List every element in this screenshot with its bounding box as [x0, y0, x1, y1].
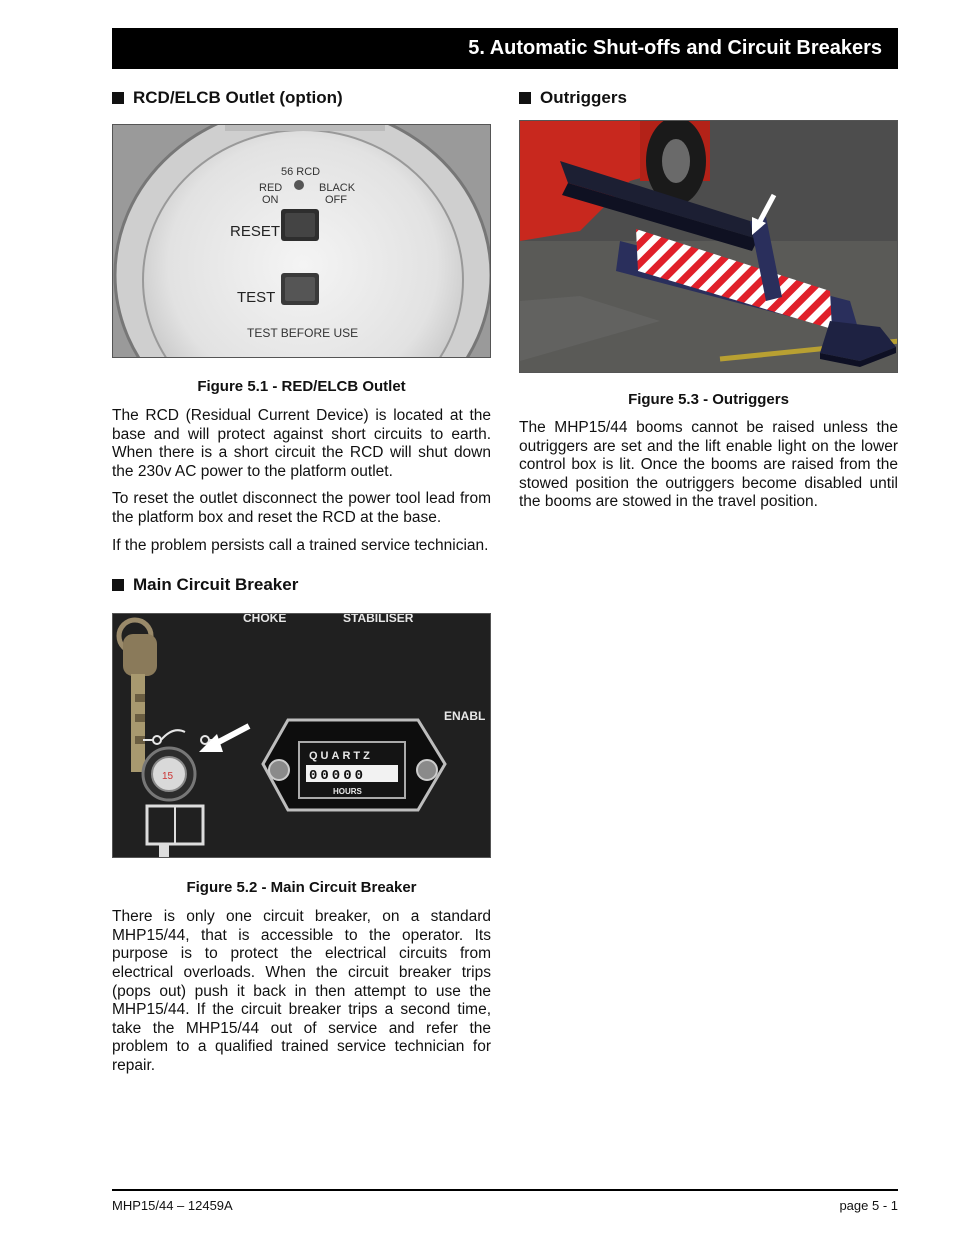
- choke-label: CHOKE: [243, 614, 287, 626]
- breaker-panel-illustration: [113, 614, 491, 858]
- rcd-paragraph-3: If the problem persists call a trained service technician.: [112, 536, 489, 554]
- right-column: [519, 86, 898, 512]
- rcd-model-label: 56 RCD: [281, 166, 321, 178]
- circuit-breaker-button: [143, 748, 195, 800]
- rcd-red-label: RED: [259, 182, 283, 194]
- rcd-outlet-illustration: [113, 125, 491, 358]
- footer-rule: [112, 1189, 898, 1191]
- page-title: 5. Automatic Shut-offs and Circuit Breakers: [468, 37, 882, 59]
- hour-meter: [263, 720, 445, 810]
- square-bullet-icon: [519, 92, 531, 104]
- page-number: page 5 - 1: [839, 1198, 898, 1213]
- outriggers-paragraph-1: The MHP15/44 booms cannot be raised unless the outriggers are set and the lift enable light on the lower control box is lit. Once the booms are raised from the stowed position the outriggers become disabled until the booms are stowed in the travel position.: [519, 419, 898, 511]
- main-circuit-breaker-photo: [112, 613, 491, 858]
- breaker-heading-text: Main Circuit Breaker: [133, 575, 299, 595]
- figure-5-2-caption: Figure 5.2 - Main Circuit Breaker: [186, 879, 417, 897]
- rcd-section-heading: [112, 86, 491, 110]
- rcd-black-label: BLACK: [319, 182, 356, 194]
- breaker-section-heading: [112, 573, 491, 597]
- rcd-on-label: ON: [262, 194, 279, 206]
- outriggers-photo: [519, 120, 898, 373]
- document-id: MHP15/44 – 12459A: [112, 1198, 233, 1213]
- indicator-light-icon: [294, 180, 304, 190]
- meter-reading: 00000: [309, 768, 367, 785]
- header-bar: [112, 28, 898, 69]
- figure-5-3-caption: Figure 5.3 - Outriggers: [628, 391, 789, 408]
- enable-label: ENABL: [444, 709, 486, 724]
- breaker-rating-label: 15: [162, 771, 174, 783]
- test-before-use-label: TEST BEFORE USE: [247, 326, 359, 340]
- stabiliser-label: STABILISER: [343, 614, 414, 626]
- square-bullet-icon: [112, 579, 124, 591]
- test-label: TEST: [237, 289, 276, 306]
- meter-brand-label: QUARTZ: [309, 750, 373, 763]
- reset-label: RESET: [230, 223, 281, 240]
- rcd-heading-text: RCD/ELCB Outlet (option): [133, 88, 343, 107]
- left-column: [112, 86, 491, 1076]
- figure-5-1-caption: Figure 5.1 - RED/ELCB Outlet: [197, 378, 406, 395]
- rcd-off-label: OFF: [325, 194, 347, 206]
- outriggers-section-heading: [519, 86, 898, 110]
- rcd-paragraph-1: The RCD (Residual Current Device) is located at the base and will protect against short circuits to earth. When there is a short circuit the RCD will shut down the 230v AC power to the platform outlet.: [112, 407, 491, 480]
- rcd-paragraph-2: To reset the outlet disconnect the power tool lead from the platform box and reset the RCD at the base.: [112, 490, 491, 526]
- square-bullet-icon: [112, 92, 124, 104]
- meter-units-label: HOURS: [333, 787, 362, 797]
- outriggers-heading-text: Outriggers: [540, 88, 627, 107]
- breaker-paragraph-1: There is only one circuit breaker, on a standard MHP15/44, that is accessible to the operator. Its purpose is to protect the electrical circuits from electrical overloads. When the circuit breaker trips (pops out) push it back in then attempt to use the MHP15/44. If the circuit breaker trips a second time, take the MHP15/44 out of service and refer the problem to a qualified trained service technician for repair.: [112, 908, 491, 1074]
- rcd-outlet-photo: [112, 124, 491, 358]
- outrigger-illustration: [520, 121, 898, 373]
